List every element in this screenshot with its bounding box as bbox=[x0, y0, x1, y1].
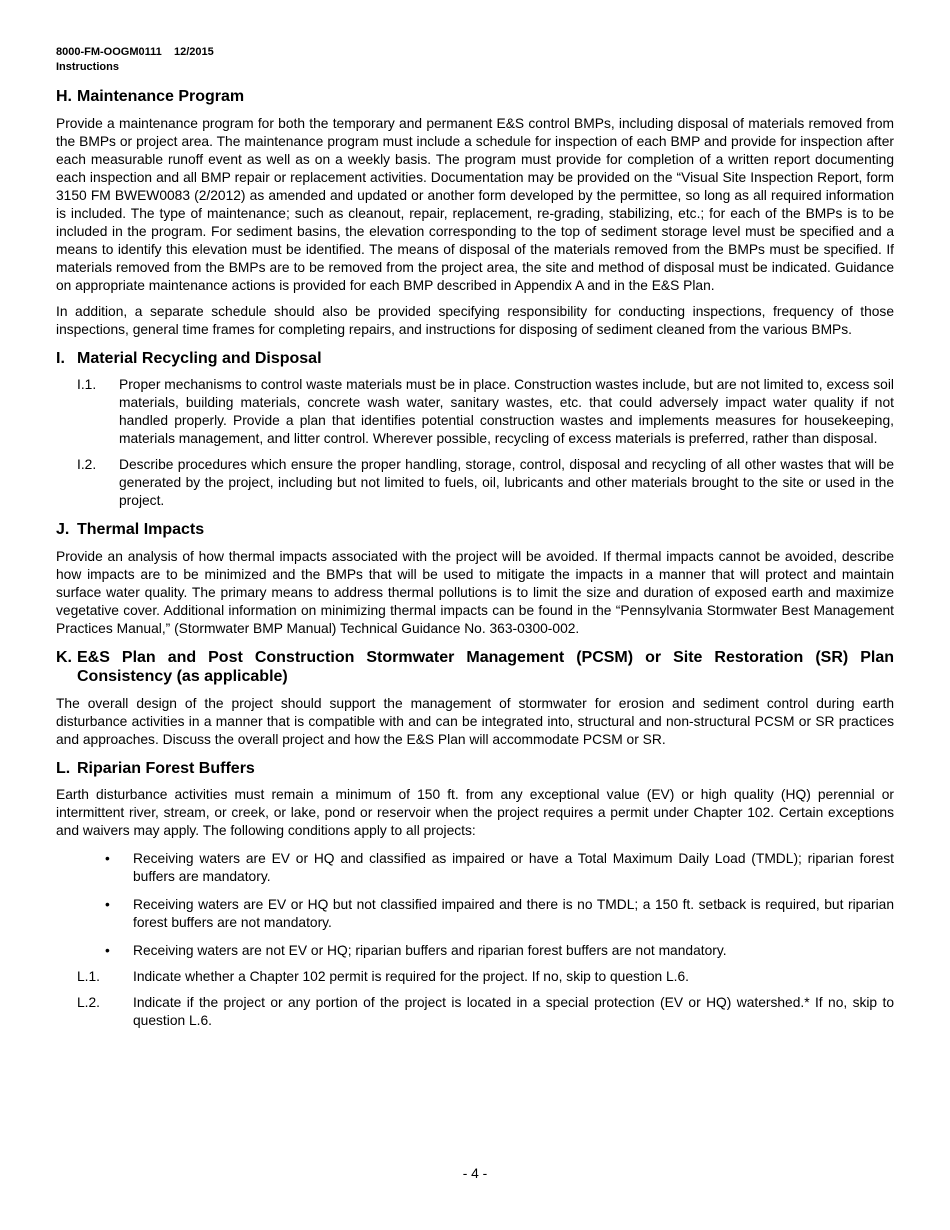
section-j-title: Thermal Impacts bbox=[77, 521, 205, 538]
item-text: Proper mechanisms to control waste materials must be in place. Construction wastes include, but are not limited to, excess soil materials, building materials, concrete wash water, sanitary wastes, etc. that could adversely impact water quality if not handled properly. Provide a plan that identifies potential construction wastes and implements measures for housekeeping, materials management, and litter control. Wherever possible, recycling of excess materials is preferred, rather than disposal. bbox=[119, 377, 894, 446]
item-number: L.1. bbox=[77, 969, 101, 984]
item-number: L.2. bbox=[77, 995, 101, 1010]
section-l-paragraph: Earth disturbance activities must remain a minimum of 150 ft. from any exceptional value (EV) or high quality (HQ) perennial or intermittent river, stream, or creek, or lake, pond or reservoir when the project requires a permit under Chapter 102. Certain exceptions and waivers may apply. The following conditions apply to all projects: bbox=[56, 787, 894, 838]
bullet-text: Receiving waters are EV or HQ and classified as impaired or have a Total Maximum Daily Load (TMDL); riparian forest buffers are mandatory. bbox=[133, 851, 894, 884]
section-h-paragraph-1: Provide a maintenance program for both the temporary and permanent E&S control BMPs, including disposal of materials removed from the BMPs or project area. The maintenance program must include a schedule for inspection of each BMP and provide for inspection after each measurable runoff event as well as on a weekly basis. The program must provide for completion of a written report documenting each inspection and all BMP repair or replacement activities. Documentation may be provided on the “Visual Site Inspection Report, form 3150 FM BWEW0083 (2/2012) as amended and updated or another form developed by the permittee, so long as all required information is included. The type of maintenance; such as cleanout, repair, replacement, re-grading, stabilizing, etc.; for each of the BMPs is to be included in the program. For sediment basins, the elevation corresponding to the top of sediment storage level must be specified and a means to identify this elevation must be identified. The means of disposal of the materials removed from the BMPs must be specified. If materials removed from the BMPs are to be removed from the project area, the site and method of disposal must be indicated. Guidance on appropriate maintenance actions is provided for each BMP described in Appendix A and in the E&S Plan. bbox=[56, 115, 894, 293]
bullet-item bbox=[77, 850, 894, 886]
document-body bbox=[56, 87, 894, 1030]
item-text: Indicate if the project or any portion of the project is located in a special protection (EV or HQ) watershed.* If no, skip to question L.6. bbox=[133, 995, 894, 1028]
list-item bbox=[77, 376, 894, 448]
form-id: 8000-FM-OOGM0111 12/2015 bbox=[56, 46, 214, 58]
bullet-icon: • bbox=[105, 943, 110, 958]
section-j-letter: J. bbox=[56, 521, 70, 538]
section-i-letter: I. bbox=[56, 349, 65, 367]
bullet-text: Receiving waters are not EV or HQ; riparian buffers and riparian forest buffers are not mandatory. bbox=[133, 943, 727, 958]
section-h-title: Maintenance Program bbox=[77, 88, 245, 105]
section-i-title: Material Recycling and Disposal bbox=[77, 349, 322, 367]
item-number: I.2. bbox=[77, 457, 97, 472]
section-k-paragraph: The overall design of the project should support the management of stormwater for erosion and sediment control during earth disturbance activities in a manner that is compatible with and can be integrated into, structural and non-structural PCSM or SR practices and approaches. Discuss the overall project and how the E&S Plan will accommodate PCSM or SR. bbox=[56, 695, 894, 747]
form-header bbox=[56, 45, 214, 74]
question-item bbox=[77, 994, 894, 1030]
section-j-paragraph: Provide an analysis of how thermal impacts associated with the project will be avoided. If thermal impacts cannot be avoided, describe how impacts are to be minimized and the BMPs that will be used to mitigate the impacts in a manner that will protect and maintain surface water quality. The primary means to address thermal pollutions is to limit the size and duration of exposed earth and maximize vegetative cover. Additional information on minimizing thermal impacts can be found in the “Pennsylvania Stormwater Best Management Practices Manual,” (Stormwater BMP Manual) Technical Guidance No. 363-0300-002. bbox=[56, 548, 894, 636]
bullet-icon: • bbox=[105, 897, 110, 912]
bullet-item bbox=[77, 896, 894, 932]
bullet-icon: • bbox=[105, 851, 110, 866]
section-h-paragraph-2: In addition, a separate schedule should also be provided specifying responsibility for conducting inspections, frequency of those inspections, general time frames for completing repairs, and instructions for disposing of sediment cleaned from the various BMPs. bbox=[56, 303, 894, 337]
section-l-letter: L. bbox=[56, 759, 71, 777]
section-i-heading bbox=[56, 349, 894, 369]
bullet-text: Receiving waters are EV or HQ but not classified impaired and there is no TMDL; a 150 ft. setback is required, but riparian forest buffers are not mandatory. bbox=[133, 897, 894, 930]
item-text: Describe procedures which ensure the proper handling, storage, control, disposal and recycling of all other wastes that will be generated by the project, including but not limited to fuels, oil, lubricants and other materials brought to the site or used in the project. bbox=[119, 457, 894, 508]
section-h-heading bbox=[56, 87, 894, 107]
section-l-heading bbox=[56, 759, 894, 779]
question-item bbox=[77, 968, 894, 986]
form-subtitle: Instructions bbox=[56, 60, 119, 73]
item-number: I.1. bbox=[77, 377, 97, 392]
section-h-letter: H. bbox=[56, 88, 72, 105]
section-k-title: E&S Plan and Post Construction Stormwater Management (PCSM) or Site Restoration (SR) Plan Consistency (as applicable) bbox=[77, 648, 894, 685]
section-j-heading bbox=[56, 520, 894, 540]
page-number: - 4 - bbox=[462, 1166, 488, 1181]
item-text: Indicate whether a Chapter 102 permit is required for the project. If no, skip to question L.6. bbox=[133, 969, 690, 984]
section-l-title: Riparian Forest Buffers bbox=[77, 759, 255, 777]
section-k-heading bbox=[56, 648, 894, 687]
section-k-letter: K. bbox=[56, 648, 72, 666]
list-item bbox=[77, 456, 894, 510]
bullet-item bbox=[77, 942, 894, 960]
